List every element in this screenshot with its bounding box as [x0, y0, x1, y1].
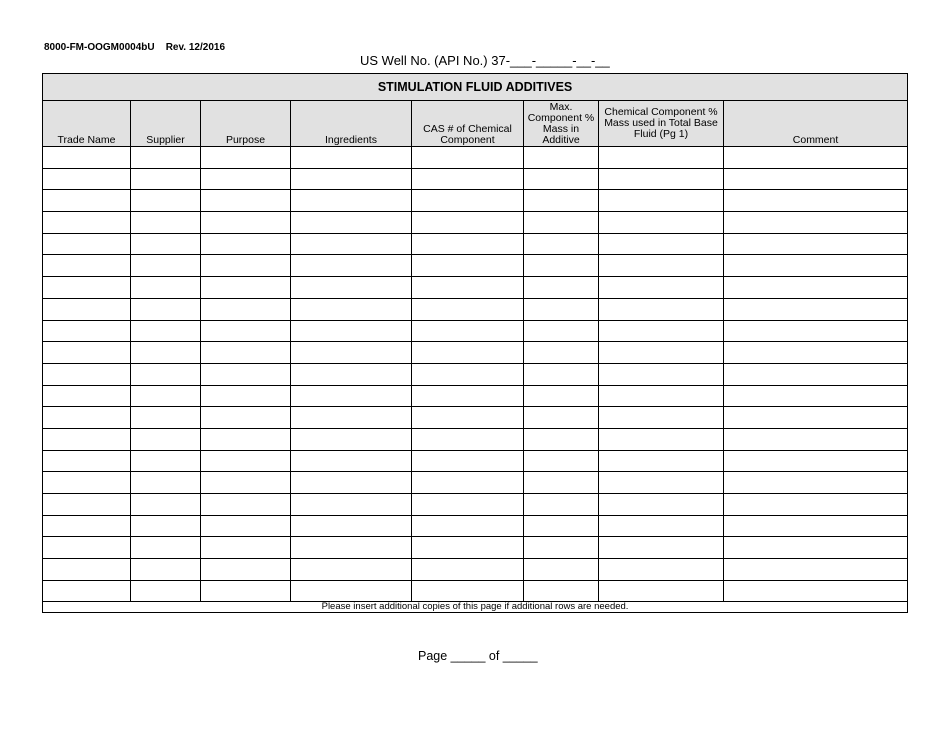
table-row [43, 407, 908, 429]
cell-max-component[interactable] [524, 320, 599, 342]
cell-ingredients[interactable] [291, 450, 412, 472]
cell-ingredients[interactable] [291, 559, 412, 581]
cell-purpose[interactable] [201, 407, 291, 429]
cell-ingredients[interactable] [291, 233, 412, 255]
cell-max-component[interactable] [524, 342, 599, 364]
cell-supplier[interactable] [131, 190, 201, 212]
cell-trade-name[interactable] [43, 559, 131, 581]
cell-cas-number[interactable] [412, 298, 524, 320]
cell-supplier[interactable] [131, 537, 201, 559]
cell-chemical-component-mass[interactable] [599, 450, 724, 472]
table-row [43, 472, 908, 494]
cell-purpose[interactable] [201, 342, 291, 364]
cell-ingredients[interactable] [291, 537, 412, 559]
table-row [43, 580, 908, 602]
cell-max-component[interactable] [524, 472, 599, 494]
cell-chemical-component-mass[interactable] [599, 212, 724, 234]
cell-ingredients[interactable] [291, 428, 412, 450]
cell-supplier[interactable] [131, 515, 201, 537]
cell-purpose[interactable] [201, 385, 291, 407]
table-row [43, 168, 908, 190]
cell-chemical-component-mass[interactable] [599, 559, 724, 581]
cell-comment[interactable] [724, 255, 908, 277]
cell-comment[interactable] [724, 494, 908, 516]
table-row [43, 494, 908, 516]
cell-trade-name[interactable] [43, 494, 131, 516]
cell-chemical-component-mass[interactable] [599, 407, 724, 429]
cell-max-component[interactable] [524, 255, 599, 277]
cell-cas-number[interactable] [412, 428, 524, 450]
cell-comment[interactable] [724, 233, 908, 255]
cell-cas-number[interactable] [412, 342, 524, 364]
cell-cas-number[interactable] [412, 494, 524, 516]
cell-supplier[interactable] [131, 342, 201, 364]
cell-max-component[interactable] [524, 212, 599, 234]
cell-trade-name[interactable] [43, 255, 131, 277]
cell-comment[interactable] [724, 190, 908, 212]
cell-cas-number[interactable] [412, 277, 524, 299]
cell-comment[interactable] [724, 450, 908, 472]
cell-comment[interactable] [724, 472, 908, 494]
header-cas-number: CAS # of Chemical Component [412, 101, 524, 147]
cell-purpose[interactable] [201, 450, 291, 472]
cell-chemical-component-mass[interactable] [599, 537, 724, 559]
cell-purpose[interactable] [201, 190, 291, 212]
cell-ingredients[interactable] [291, 212, 412, 234]
cell-trade-name[interactable] [43, 233, 131, 255]
cell-chemical-component-mass[interactable] [599, 428, 724, 450]
cell-cas-number[interactable] [412, 385, 524, 407]
cell-chemical-component-mass[interactable] [599, 580, 724, 602]
cell-comment[interactable] [724, 298, 908, 320]
cell-max-component[interactable] [524, 233, 599, 255]
cell-max-component[interactable] [524, 428, 599, 450]
cell-cas-number[interactable] [412, 190, 524, 212]
cell-ingredients[interactable] [291, 580, 412, 602]
cell-trade-name[interactable] [43, 363, 131, 385]
cell-max-component[interactable] [524, 407, 599, 429]
cell-purpose[interactable] [201, 320, 291, 342]
cell-comment[interactable] [724, 428, 908, 450]
cell-chemical-component-mass[interactable] [599, 472, 724, 494]
cell-cas-number[interactable] [412, 450, 524, 472]
cell-comment[interactable] [724, 277, 908, 299]
cell-comment[interactable] [724, 168, 908, 190]
cell-purpose[interactable] [201, 559, 291, 581]
cell-ingredients[interactable] [291, 494, 412, 516]
cell-max-component[interactable] [524, 190, 599, 212]
cell-purpose[interactable] [201, 580, 291, 602]
cell-trade-name[interactable] [43, 385, 131, 407]
cell-chemical-component-mass[interactable] [599, 255, 724, 277]
cell-cas-number[interactable] [412, 580, 524, 602]
well-number-field[interactable]: US Well No. (API No.) 37-___-_____-__-__ [360, 53, 610, 68]
cell-trade-name[interactable] [43, 580, 131, 602]
cell-cas-number[interactable] [412, 147, 524, 169]
cell-cas-number[interactable] [412, 407, 524, 429]
cell-chemical-component-mass[interactable] [599, 515, 724, 537]
cell-comment[interactable] [724, 385, 908, 407]
table-row [43, 320, 908, 342]
cell-ingredients[interactable] [291, 298, 412, 320]
cell-supplier[interactable] [131, 450, 201, 472]
cell-trade-name[interactable] [43, 147, 131, 169]
cell-supplier[interactable] [131, 494, 201, 516]
cell-ingredients[interactable] [291, 190, 412, 212]
cell-purpose[interactable] [201, 363, 291, 385]
form-id: 8000-FM-OOGM0004bU Rev. 12/2016 [44, 42, 226, 53]
header-ingredients: Ingredients [291, 101, 412, 147]
cell-purpose[interactable] [201, 515, 291, 537]
cell-supplier[interactable] [131, 233, 201, 255]
header-purpose: Purpose [201, 101, 291, 147]
table-row [43, 385, 908, 407]
cell-supplier[interactable] [131, 363, 201, 385]
cell-trade-name[interactable] [43, 450, 131, 472]
cell-ingredients[interactable] [291, 147, 412, 169]
cell-cas-number[interactable] [412, 320, 524, 342]
cell-comment[interactable] [724, 407, 908, 429]
cell-cas-number[interactable] [412, 515, 524, 537]
cell-trade-name[interactable] [43, 190, 131, 212]
table-row [43, 298, 908, 320]
cell-cas-number[interactable] [412, 363, 524, 385]
cell-supplier[interactable] [131, 428, 201, 450]
cell-purpose[interactable] [201, 168, 291, 190]
cell-cas-number[interactable] [412, 255, 524, 277]
header-max-component: Max. Component % Mass in Additive [524, 101, 599, 147]
cell-cas-number[interactable] [412, 472, 524, 494]
cell-supplier[interactable] [131, 580, 201, 602]
cell-supplier[interactable] [131, 385, 201, 407]
cell-chemical-component-mass[interactable] [599, 190, 724, 212]
cell-chemical-component-mass[interactable] [599, 342, 724, 364]
cell-purpose[interactable] [201, 428, 291, 450]
cell-comment[interactable] [724, 559, 908, 581]
cell-max-component[interactable] [524, 537, 599, 559]
additives-table [42, 73, 908, 613]
cell-chemical-component-mass[interactable] [599, 277, 724, 299]
cell-ingredients[interactable] [291, 472, 412, 494]
cell-supplier[interactable] [131, 320, 201, 342]
cell-cas-number[interactable] [412, 233, 524, 255]
cell-supplier[interactable] [131, 472, 201, 494]
cell-supplier[interactable] [131, 277, 201, 299]
cell-purpose[interactable] [201, 472, 291, 494]
cell-chemical-component-mass[interactable] [599, 168, 724, 190]
cell-comment[interactable] [724, 147, 908, 169]
page-number-field[interactable]: Page _____ of _____ [418, 649, 538, 663]
cell-supplier[interactable] [131, 255, 201, 277]
cell-trade-name[interactable] [43, 472, 131, 494]
cell-ingredients[interactable] [291, 363, 412, 385]
cell-comment[interactable] [724, 212, 908, 234]
cell-trade-name[interactable] [43, 537, 131, 559]
cell-cas-number[interactable] [412, 559, 524, 581]
cell-cas-number[interactable] [412, 537, 524, 559]
cell-comment[interactable] [724, 320, 908, 342]
cell-purpose[interactable] [201, 298, 291, 320]
cell-cas-number[interactable] [412, 168, 524, 190]
table-row [43, 233, 908, 255]
cell-chemical-component-mass[interactable] [599, 363, 724, 385]
cell-ingredients[interactable] [291, 277, 412, 299]
cell-max-component[interactable] [524, 515, 599, 537]
cell-purpose[interactable] [201, 233, 291, 255]
cell-trade-name[interactable] [43, 212, 131, 234]
cell-trade-name[interactable] [43, 407, 131, 429]
table-row [43, 537, 908, 559]
cell-trade-name[interactable] [43, 428, 131, 450]
cell-comment[interactable] [724, 342, 908, 364]
cell-cas-number[interactable] [412, 212, 524, 234]
cell-purpose[interactable] [201, 277, 291, 299]
cell-supplier[interactable] [131, 407, 201, 429]
cell-trade-name[interactable] [43, 320, 131, 342]
table-row [43, 190, 908, 212]
table-title: STIMULATION FLUID ADDITIVES [43, 74, 908, 101]
cell-ingredients[interactable] [291, 320, 412, 342]
cell-ingredients[interactable] [291, 255, 412, 277]
cell-purpose[interactable] [201, 212, 291, 234]
table-row [43, 428, 908, 450]
cell-chemical-component-mass[interactable] [599, 233, 724, 255]
cell-max-component[interactable] [524, 298, 599, 320]
cell-max-component[interactable] [524, 385, 599, 407]
cell-max-component[interactable] [524, 363, 599, 385]
cell-max-component[interactable] [524, 277, 599, 299]
cell-purpose[interactable] [201, 255, 291, 277]
cell-trade-name[interactable] [43, 277, 131, 299]
table-row [43, 255, 908, 277]
cell-purpose[interactable] [201, 494, 291, 516]
table-row [43, 515, 908, 537]
table-body [43, 147, 908, 602]
table-row [43, 277, 908, 299]
cell-max-component[interactable] [524, 168, 599, 190]
table-row [43, 363, 908, 385]
cell-supplier[interactable] [131, 559, 201, 581]
cell-supplier[interactable] [131, 298, 201, 320]
cell-supplier[interactable] [131, 168, 201, 190]
cell-purpose[interactable] [201, 147, 291, 169]
cell-comment[interactable] [724, 580, 908, 602]
cell-chemical-component-mass[interactable] [599, 320, 724, 342]
header-chemical-component-mass: Chemical Component % Mass used in Total Base Fluid (Pg 1) [599, 101, 724, 147]
cell-comment[interactable] [724, 537, 908, 559]
cell-ingredients[interactable] [291, 515, 412, 537]
cell-trade-name[interactable] [43, 168, 131, 190]
cell-max-component[interactable] [524, 494, 599, 516]
cell-comment[interactable] [724, 515, 908, 537]
cell-max-component[interactable] [524, 559, 599, 581]
header-trade-name: Trade Name [43, 101, 131, 147]
table-row [43, 559, 908, 581]
cell-ingredients[interactable] [291, 168, 412, 190]
cell-comment[interactable] [724, 363, 908, 385]
cell-trade-name[interactable] [43, 342, 131, 364]
cell-supplier[interactable] [131, 212, 201, 234]
cell-ingredients[interactable] [291, 342, 412, 364]
cell-chemical-component-mass[interactable] [599, 298, 724, 320]
cell-chemical-component-mass[interactable] [599, 385, 724, 407]
cell-ingredients[interactable] [291, 407, 412, 429]
table-row [43, 212, 908, 234]
table-note: Please insert additional copies of this page if additional rows are needed. [43, 602, 908, 613]
table-row [43, 450, 908, 472]
cell-trade-name[interactable] [43, 515, 131, 537]
table-row [43, 342, 908, 364]
cell-trade-name[interactable] [43, 298, 131, 320]
header-supplier: Supplier [131, 101, 201, 147]
cell-max-component[interactable] [524, 147, 599, 169]
cell-max-component[interactable] [524, 450, 599, 472]
cell-purpose[interactable] [201, 537, 291, 559]
header-comment: Comment [724, 101, 908, 147]
cell-max-component[interactable] [524, 580, 599, 602]
cell-ingredients[interactable] [291, 385, 412, 407]
table-row [43, 147, 908, 169]
cell-supplier[interactable] [131, 147, 201, 169]
cell-chemical-component-mass[interactable] [599, 494, 724, 516]
cell-chemical-component-mass[interactable] [599, 147, 724, 169]
